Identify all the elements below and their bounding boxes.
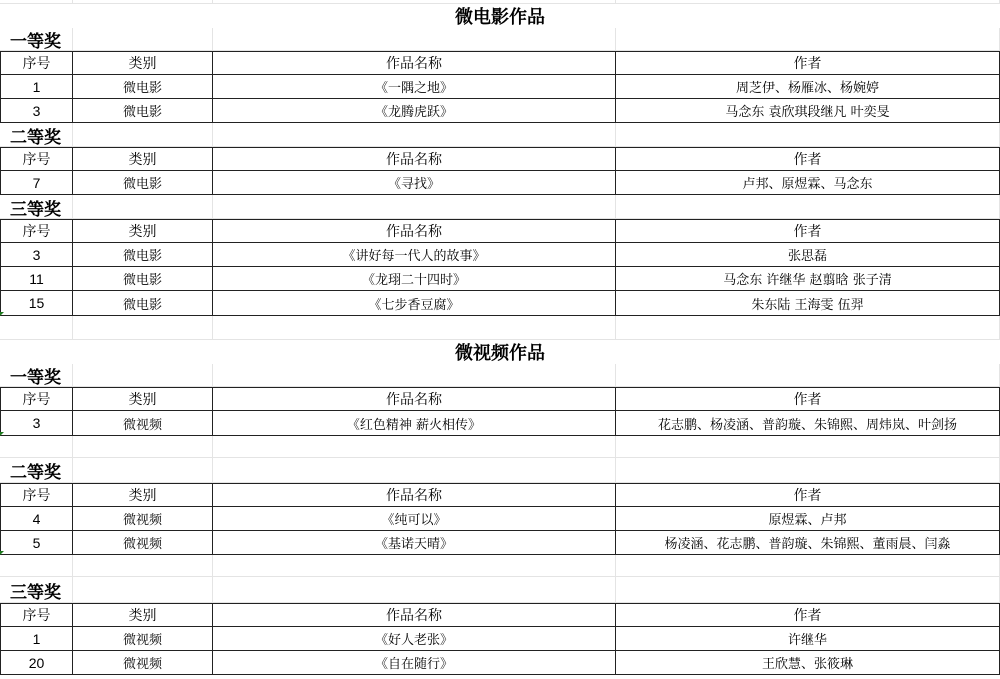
grid-cell[interactable]	[73, 577, 213, 603]
cell-index[interactable]: 11	[0, 267, 73, 291]
table-row	[0, 99, 1000, 123]
award-level-row	[0, 195, 1000, 219]
award-level-label[interactable]: 三等奖	[10, 199, 61, 220]
award-level-label[interactable]: 二等奖	[10, 463, 61, 483]
grid-cell[interactable]	[73, 458, 213, 483]
column-header-work-title[interactable]: 作品名称	[213, 387, 616, 411]
column-header-author[interactable]: 作者	[616, 387, 1000, 411]
award-level-label[interactable]: 二等奖	[10, 127, 61, 148]
cell-author[interactable]: 马念东 许继华 赵翦晗 张子清	[616, 267, 1000, 291]
section-title[interactable]: 微视频作品	[455, 343, 545, 364]
cell-author[interactable]: 王欣慧、张筱琳	[616, 651, 1000, 675]
grid-cell[interactable]	[213, 364, 616, 387]
cell-index[interactable]: 1	[0, 627, 73, 651]
award-level-row	[0, 577, 1000, 603]
section-title-row	[0, 4, 1000, 28]
column-header-author[interactable]: 作者	[616, 51, 1000, 75]
grid-cell[interactable]	[73, 123, 213, 147]
grid-cell[interactable]	[73, 316, 213, 340]
cell-author[interactable]: 花志鹏、杨凌涵、普韵璇、朱锦熙、周炜岚、叶剑扬	[616, 411, 1000, 436]
grid-cell[interactable]	[616, 123, 1000, 147]
cell-author[interactable]: 杨凌涵、花志鹏、普韵璇、朱锦熙、董雨晨、闫淼	[616, 531, 1000, 555]
cell-category[interactable]: 微视频	[73, 507, 213, 531]
section-title-row	[0, 340, 1000, 364]
column-header-index[interactable]: 序号	[0, 147, 73, 171]
column-header-index[interactable]: 序号	[0, 483, 73, 507]
table-row	[0, 411, 1000, 436]
cell-marker-icon	[0, 551, 4, 555]
column-header-work-title[interactable]: 作品名称	[213, 483, 616, 507]
cell-work-title[interactable]: 《讲好每一代人的故事》	[213, 243, 616, 267]
cell-index[interactable]: 15	[0, 291, 73, 316]
award-level-label[interactable]: 三等奖	[10, 582, 61, 603]
grid-cell[interactable]	[213, 458, 616, 483]
grid-cell[interactable]	[616, 577, 1000, 603]
cell-work-title[interactable]: 《一隅之地》	[213, 75, 616, 99]
cell-work-title[interactable]: 《龙珝二十四时》	[213, 267, 616, 291]
cell-category[interactable]: 微电影	[73, 243, 213, 267]
grid-cell[interactable]	[213, 195, 616, 219]
cell-category[interactable]: 微电影	[73, 291, 213, 316]
cell-category[interactable]: 微电影	[73, 75, 213, 99]
cell-index[interactable]: 3	[0, 411, 73, 436]
blank-row	[0, 316, 1000, 340]
grid-cell[interactable]	[73, 555, 213, 577]
grid-cell[interactable]	[213, 555, 616, 577]
cell-work-title[interactable]: 《自在随行》	[213, 651, 616, 675]
cell-index[interactable]: 5	[0, 531, 73, 555]
grid-cell[interactable]	[0, 316, 73, 340]
column-header-category[interactable]: 类别	[73, 603, 213, 627]
column-header-category[interactable]: 类别	[73, 147, 213, 171]
table-row	[0, 171, 1000, 195]
column-header-category[interactable]: 类别	[73, 219, 213, 243]
grid-cell[interactable]	[616, 555, 1000, 577]
grid-cell[interactable]	[213, 436, 616, 458]
table-row	[0, 75, 1000, 99]
table-row	[0, 291, 1000, 316]
grid-cell[interactable]	[616, 316, 1000, 340]
cell-work-title[interactable]: 《纯可以》	[213, 507, 616, 531]
column-header-author[interactable]: 作者	[616, 219, 1000, 243]
grid-cell[interactable]	[73, 436, 213, 458]
award-level-label[interactable]: 一等奖	[10, 368, 61, 388]
cell-author[interactable]: 原煜霖、卢邦	[616, 507, 1000, 531]
column-header-category[interactable]: 类别	[73, 51, 213, 75]
cell-work-title[interactable]: 《七步香豆腐》	[213, 291, 616, 316]
cell-index[interactable]: 3	[0, 99, 73, 123]
cell-category[interactable]: 微视频	[73, 411, 213, 436]
grid-cell[interactable]	[616, 458, 1000, 483]
award-level-row	[0, 458, 1000, 483]
cell-category[interactable]: 微视频	[73, 627, 213, 651]
section-title[interactable]: 微电影作品	[455, 7, 545, 28]
grid-cell[interactable]	[616, 195, 1000, 219]
table-header-row	[0, 387, 1000, 411]
grid-cell[interactable]	[213, 28, 616, 51]
column-header-work-title[interactable]: 作品名称	[213, 147, 616, 171]
column-header-index[interactable]: 序号	[0, 219, 73, 243]
grid-cell[interactable]	[616, 436, 1000, 458]
grid-cell[interactable]	[213, 123, 616, 147]
cell-work-title[interactable]: 《好人老张》	[213, 627, 616, 651]
table-row	[0, 651, 1000, 675]
table-header-row	[0, 603, 1000, 627]
cell-work-title[interactable]: 《红色精神 薪火相传》	[213, 411, 616, 436]
table-header-row	[0, 483, 1000, 507]
column-header-work-title[interactable]: 作品名称	[213, 51, 616, 75]
cell-marker-icon	[0, 312, 4, 316]
grid-cell[interactable]	[616, 364, 1000, 387]
column-header-index[interactable]: 序号	[0, 51, 73, 75]
cell-category[interactable]: 微视频	[73, 651, 213, 675]
cell-author[interactable]: 张思磊	[616, 243, 1000, 267]
cell-author[interactable]: 卢邦、原煜霖、马念东	[616, 171, 1000, 195]
grid-cell[interactable]	[616, 28, 1000, 51]
column-header-category[interactable]: 类别	[73, 483, 213, 507]
table-header-row	[0, 219, 1000, 243]
column-header-category[interactable]: 类别	[73, 387, 213, 411]
cell-work-title[interactable]: 《基诺天晴》	[213, 531, 616, 555]
column-header-work-title[interactable]: 作品名称	[213, 603, 616, 627]
award-level-row	[0, 123, 1000, 147]
cell-author[interactable]: 周芝伊、杨雁冰、杨婉婷	[616, 75, 1000, 99]
blank-row	[0, 436, 1000, 458]
cell-index[interactable]: 4	[0, 507, 73, 531]
cell-author[interactable]: 许继华	[616, 627, 1000, 651]
column-header-author[interactable]: 作者	[616, 483, 1000, 507]
grid-cell[interactable]	[213, 577, 616, 603]
table-row	[0, 267, 1000, 291]
grid-cell[interactable]	[213, 316, 616, 340]
cell-category[interactable]: 微电影	[73, 99, 213, 123]
table-row	[0, 627, 1000, 651]
cell-index[interactable]: 3	[0, 243, 73, 267]
grid-cell[interactable]	[73, 195, 213, 219]
award-level-row	[0, 28, 1000, 51]
cell-index[interactable]: 7	[0, 171, 73, 195]
award-level-row	[0, 364, 1000, 387]
cell-author[interactable]: 马念东 袁欣琪段继凡 叶奕旻	[616, 99, 1000, 123]
column-header-index[interactable]: 序号	[0, 387, 73, 411]
cell-index[interactable]: 1	[0, 75, 73, 99]
blank-row	[0, 555, 1000, 577]
grid-cell[interactable]	[73, 28, 213, 51]
table-row	[0, 243, 1000, 267]
column-header-author[interactable]: 作者	[616, 147, 1000, 171]
grid-cell[interactable]	[73, 364, 213, 387]
cell-marker-icon	[0, 432, 4, 436]
column-header-index[interactable]: 序号	[0, 603, 73, 627]
cell-category[interactable]: 微电影	[73, 171, 213, 195]
cell-author[interactable]: 朱东陆 王海雯 伍羿	[616, 291, 1000, 316]
column-header-author[interactable]: 作者	[616, 603, 1000, 627]
grid-cell[interactable]	[0, 436, 73, 458]
cell-category[interactable]: 微电影	[73, 267, 213, 291]
table-row	[0, 531, 1000, 555]
cell-work-title[interactable]: 《龙腾虎跃》	[213, 99, 616, 123]
column-header-work-title[interactable]: 作品名称	[213, 219, 616, 243]
cell-work-title[interactable]: 《寻找》	[213, 171, 616, 195]
award-level-label[interactable]: 一等奖	[10, 32, 61, 52]
cell-category[interactable]: 微视频	[73, 531, 213, 555]
table-row	[0, 507, 1000, 531]
cell-index[interactable]: 20	[0, 651, 73, 675]
table-header-row	[0, 51, 1000, 75]
table-header-row	[0, 147, 1000, 171]
grid-cell[interactable]	[0, 555, 73, 577]
